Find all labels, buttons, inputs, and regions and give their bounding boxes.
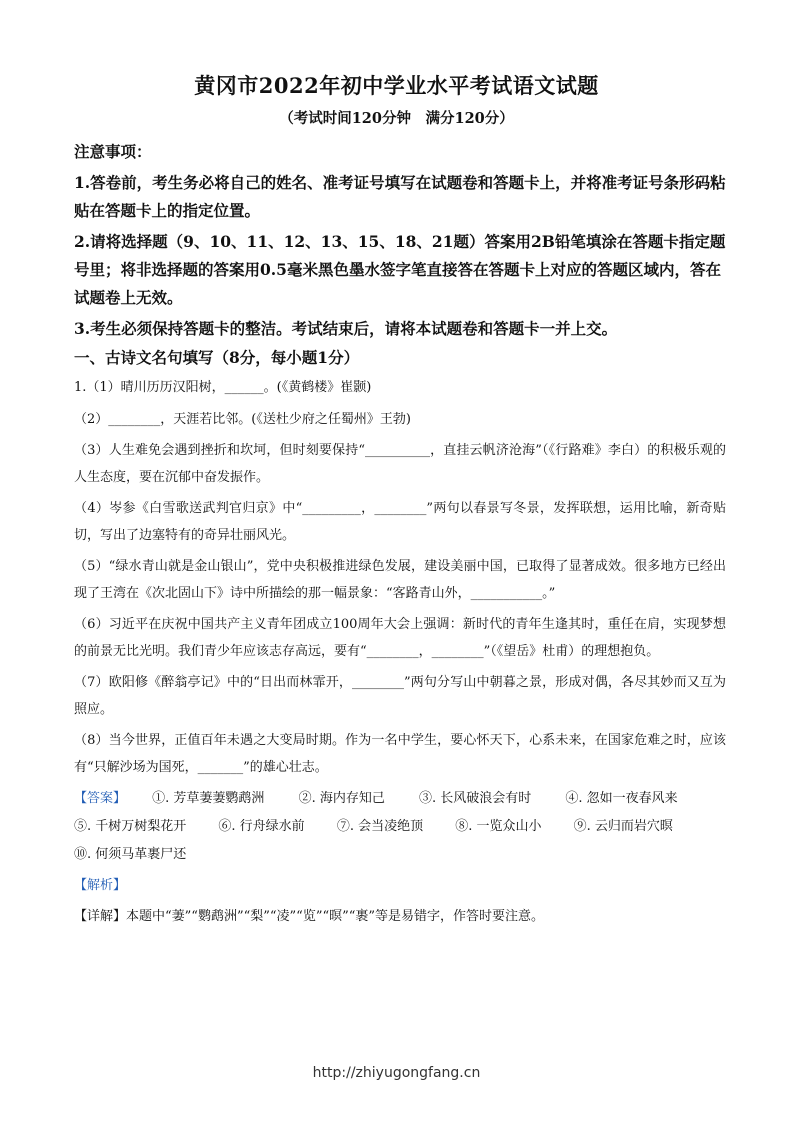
detail-tag: 【详解】 <box>74 909 127 924</box>
answer-item: ⑧. 一览众山小 <box>455 819 542 834</box>
detail-row <box>74 903 726 931</box>
answer-tag: 【答案】 <box>74 791 127 806</box>
answer-row <box>74 785 726 813</box>
answer-item: ③. 长风破浪会有时 <box>418 791 532 806</box>
detail-text: 本题中“萋”“鹦鹉洲”“梨”“凌”“览”“暝”“裹”等是易错字，作答时要注意。 <box>126 909 545 924</box>
answer-item: ⑥. 行舟绿水前 <box>218 819 305 834</box>
section-heading: 一、古诗文名句填写（8分，每小题1分） <box>74 348 360 367</box>
question-line: （5）“绿水青山就是金山银山”，党中央积极推进绿色发展，建设美丽中国，已取得了显著成效。很多地方已经出现了王湾在《次北固山下》诗中所描绘的那一幅景象：“客路青山外，___________。” <box>74 559 726 601</box>
analysis-tag: 【解析】 <box>74 878 127 893</box>
answer-item: ⑨. 云归而岩穴暝 <box>573 819 673 834</box>
exam-title: 黄冈市2022年初中学业水平考试语文试题 <box>194 73 599 98</box>
answer-item: ④. 忽如一夜春风来 <box>565 791 678 806</box>
question-line: （4）岑参《白雪歌送武判官归京》中“_________，________”两句以春景写冬景，发挥联想，运用比喻，新奇贴切，写出了边塞特有的奇异壮丽风光。 <box>74 501 726 543</box>
document-body <box>74 138 726 931</box>
answer-item: ⑩. 何须马革裹尸还 <box>74 847 187 862</box>
notice-item: 2.请将选择题（9、10、11、12、13、15、18、21题）答案用2B铅笔填涂在答题卡指定题号里；将非选择题的答案用0.5毫米黑色墨水签字笔直接答在答题卡上对应的答题区域内，答在试题卷上无效。 <box>74 232 726 307</box>
answer-row <box>74 841 726 869</box>
question-line: 1.（1）晴川历历汉阳树，______。(《黄鹤楼》崔颢) <box>74 380 372 395</box>
question-line: （7）欧阳修《醉翁亭记》中的“日出而林霏开，________”两句分写山中朝暮之景，形成对偶，各尽其妙而又互为照应。 <box>74 675 726 717</box>
footer-url: http://zhiyugongfang.cn <box>312 1065 481 1081</box>
answer-item: ⑤. 千树万树梨花开 <box>74 819 187 834</box>
notice-item: 3.考生必须保持答题卡的整洁。考试结束后，请将本试题卷和答题卡一并上交。 <box>74 319 618 338</box>
answer-row <box>74 813 726 841</box>
question-line: （8）当今世界，正值百年未遇之大变局时期。作为一名中学生，要心怀天下，心系未来，在国家危难之时，应该有“只解沙场为国死，_______”的雄心壮志。 <box>74 733 726 775</box>
notice-heading: 注意事项： <box>74 142 152 161</box>
notice-item: 1.答卷前，考生务必将自己的姓名、准考证号填写在试题卷和答题卡上，并将准考证号条形码粘贴在答题卡上的指定位置。 <box>74 173 726 220</box>
question-line: （3）人生难免会遇到挫折和坎坷，但时刻要保持“__________，直挂云帆济沧海”（《行路难》李白）的积极乐观的人生态度，要在沉郁中奋发振作。 <box>74 443 726 485</box>
analysis-row <box>74 872 726 900</box>
answer-item: ①. 芳草萋萋鹦鹉洲 <box>152 791 265 806</box>
answer-item: ②. 海内存知己 <box>298 791 385 806</box>
question-line: （2）________，天涯若比邻。(《送杜少府之任蜀州》王勃) <box>74 411 411 427</box>
exam-subtitle: （考试时间120分钟 满分120分） <box>279 110 514 127</box>
answer-item: ⑦. 会当凌绝顶 <box>336 819 424 834</box>
question-line: （6）习近平在庆祝中国共产主义青年团成立100周年大会上强调：新时代的青年生逢其时，重任在肩，实现梦想的前景无比光明。我们青少年应该志存高远，要有“________，________”（《望岳》杜甫）的理想抱负。 <box>74 617 726 659</box>
